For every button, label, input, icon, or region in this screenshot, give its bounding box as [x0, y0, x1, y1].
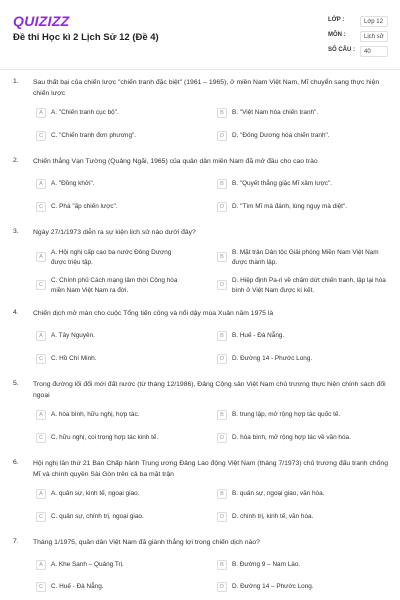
option-letter-box: B [217, 560, 227, 570]
option-text: C. quân sự, chính trị, ngoại giao. [51, 513, 144, 520]
question-text: Ngày 27/1/1973 diễn ra sự kiện lịch sử nào dưới đây? [33, 229, 196, 236]
option-text: D. Đường 14 - Phước Long. [232, 355, 313, 362]
option-letter-box: A [36, 560, 46, 570]
option-c[interactable] [36, 276, 186, 295]
option-letter-box: A [36, 410, 46, 420]
option-c[interactable] [36, 433, 186, 443]
question-number: 1. [13, 78, 19, 85]
option-a[interactable] [36, 489, 186, 499]
option-letter-box: C [36, 131, 46, 141]
question-number: 7. [13, 538, 19, 545]
option-a[interactable] [36, 410, 186, 420]
option-letter-box: D [217, 131, 227, 141]
meta-count-value: 40 [360, 46, 388, 57]
option-b[interactable] [217, 410, 387, 420]
option-c[interactable] [36, 512, 186, 522]
meta-class [298, 17, 392, 31]
option-text: C. hữu nghị, coi trọng hợp tác kinh tế. [51, 434, 159, 441]
option-text: B. trung lập, mở rộng hợp tác quốc tế. [232, 411, 341, 418]
option-letter-box: C [36, 582, 46, 592]
option-text: A. Khe Sanh – Quảng Trị. [51, 561, 124, 568]
question-text: Tháng 1/1975, quân dân Việt Nam đã giành thắng lợi trong chiến dịch nào? [33, 539, 260, 546]
option-b[interactable] [217, 179, 387, 189]
option-d[interactable] [217, 202, 387, 212]
option-c[interactable] [36, 582, 186, 592]
option-c[interactable] [36, 131, 186, 141]
header-divider [0, 69, 400, 70]
option-text: A. quân sự, kinh tế, ngoại giao. [51, 490, 140, 497]
option-b[interactable] [217, 248, 387, 267]
meta-class-label: LỚP : [328, 17, 345, 23]
option-text: B. quân sự, ngoại giao, văn hóa. [232, 490, 325, 497]
option-text: A. "Chiến tranh cục bộ". [51, 109, 119, 116]
option-letter-box: D [217, 280, 227, 290]
option-text: B. Đường 9 – Nam Lào. [232, 561, 301, 568]
meta-count [298, 47, 392, 61]
question-text: Hội nghị lần thứ 21 Ban Chấp hành Trung ương Đảng Lao động Việt Nam (tháng 7/1973) chủ trương đấu tranh chống Mĩ và chính quyền Sài Gòn trên cả ba mặt trận [33, 460, 388, 478]
question-number: 2. [13, 157, 19, 164]
option-text: C. "Chiến tranh đơn phương". [51, 132, 137, 139]
option-text: D. "Đông Dương hóa chiến tranh". [232, 132, 330, 139]
question-text: Chiến thắng Vạn Tường (Quảng Ngãi, 1965) của quân dân miền Nam đã mở đầu cho cao trào [33, 158, 318, 165]
question-text: Sau thất bại của chiến lược "chiến tranh đặc biệt" (1961 – 1965), ở miền Nam Việt Nam, Mĩ chuyển sang thực hiện chiến lược [33, 79, 380, 97]
option-letter-box: A [36, 331, 46, 341]
option-letter-box: A [36, 489, 46, 499]
option-d[interactable] [217, 433, 387, 443]
option-a[interactable] [36, 560, 186, 570]
option-a[interactable] [36, 179, 186, 189]
option-text: D. Hiệp định Pa-ri về chấm dứt chiến tranh, lập lại hòa bình ở Việt Nam được kí kết. [232, 277, 386, 294]
option-c[interactable] [36, 354, 186, 364]
option-a[interactable] [36, 331, 186, 341]
option-d[interactable] [217, 582, 387, 592]
option-text: B. "Quyết thắng giặc Mĩ xâm lược". [232, 180, 333, 187]
option-text: C. Huế - Đà Nẵng. [51, 583, 104, 590]
option-d[interactable] [217, 354, 387, 364]
option-text: D. chính trị, kinh tế, văn hóa. [232, 513, 314, 520]
option-letter-box: C [36, 354, 46, 364]
meta-class-value: Lớp 12 [360, 16, 388, 27]
option-letter-box: A [36, 252, 46, 262]
option-text: A. hòa bình, hữu nghị, hợp tác. [51, 411, 140, 418]
quizizz-logo: QUIZIZZ [13, 13, 70, 29]
option-letter-box: B [217, 331, 227, 341]
option-letter-box: B [217, 252, 227, 262]
option-d[interactable] [217, 276, 387, 295]
option-letter-box: D [217, 354, 227, 364]
meta-count-label: SỐ CÂU : [328, 47, 355, 53]
option-letter-box: A [36, 108, 46, 118]
question-number: 3. [13, 228, 19, 235]
question-number: 6. [13, 459, 19, 466]
question-text: Chiến dịch mở màn cho cuộc Tổng tiến công và nổi dậy mùa Xuân năm 1975 là [33, 310, 274, 317]
option-letter-box: B [217, 108, 227, 118]
option-text: A. "Đồng khởi". [51, 180, 95, 187]
option-letter-box: C [36, 433, 46, 443]
option-letter-box: B [217, 179, 227, 189]
option-text: B. Huế - Đà Nẵng. [232, 332, 285, 339]
option-text: B. Mặt trận Dân tộc Giải phóng Miền Nam Việt Nam được thành lập. [232, 249, 379, 266]
option-letter-box: C [36, 512, 46, 522]
option-text: D. hòa bình, mở rộng hợp tác về văn hóa. [232, 434, 351, 441]
option-text: B. "Việt Nam hóa chiến tranh". [232, 109, 319, 116]
option-text: A. Hội nghị cấp cao ba nước Đông Dương được triệu tập. [51, 249, 172, 266]
option-letter-box: D [217, 512, 227, 522]
question-number: 4. [13, 309, 19, 316]
option-text: C. Hồ Chí Minh. [51, 355, 97, 362]
page-title: Đề thi Học kì 2 Lịch Sử 12 (Đề 4) [13, 32, 159, 43]
option-letter-box: A [36, 179, 46, 189]
meta-subject-label: MÔN : [328, 32, 346, 38]
option-text: A. Tây Nguyên. [51, 332, 95, 339]
option-letter-box: B [217, 410, 227, 420]
meta-subject-value: Lịch sử [360, 31, 388, 42]
option-a[interactable] [36, 248, 186, 267]
option-text: D. "Tìm Mĩ mà đánh, lùng ngụy mà diệt". [232, 203, 348, 210]
option-d[interactable] [217, 131, 387, 141]
option-letter-box: B [217, 489, 227, 499]
option-b[interactable] [217, 560, 387, 570]
option-letter-box: D [217, 202, 227, 212]
option-text: D. Đường 14 – Phước Long. [232, 583, 314, 590]
option-a[interactable] [36, 108, 186, 118]
question-text: Trong đường lối đổi mới đất nước (từ tháng 12/1986), Đảng Cộng sản Việt Nam chủ trương thực hiện chính sách đối ngoại [33, 381, 386, 399]
option-letter-box: D [217, 582, 227, 592]
option-letter-box: D [217, 433, 227, 443]
option-text: C. Chính phủ Cách mạng lâm thời Cộng hòa miền Nam Việt Nam ra đời. [51, 277, 178, 294]
option-b[interactable] [217, 108, 387, 118]
option-c[interactable] [36, 202, 186, 212]
question-number: 5. [13, 380, 19, 387]
option-b[interactable] [217, 331, 387, 341]
option-d[interactable] [217, 512, 387, 522]
option-letter-box: C [36, 280, 46, 290]
meta-subject [298, 32, 392, 46]
option-letter-box: C [36, 202, 46, 212]
quiz-header [0, 0, 400, 68]
option-b[interactable] [217, 489, 387, 499]
option-text: C. Phá "ấp chiến lược". [51, 203, 118, 210]
